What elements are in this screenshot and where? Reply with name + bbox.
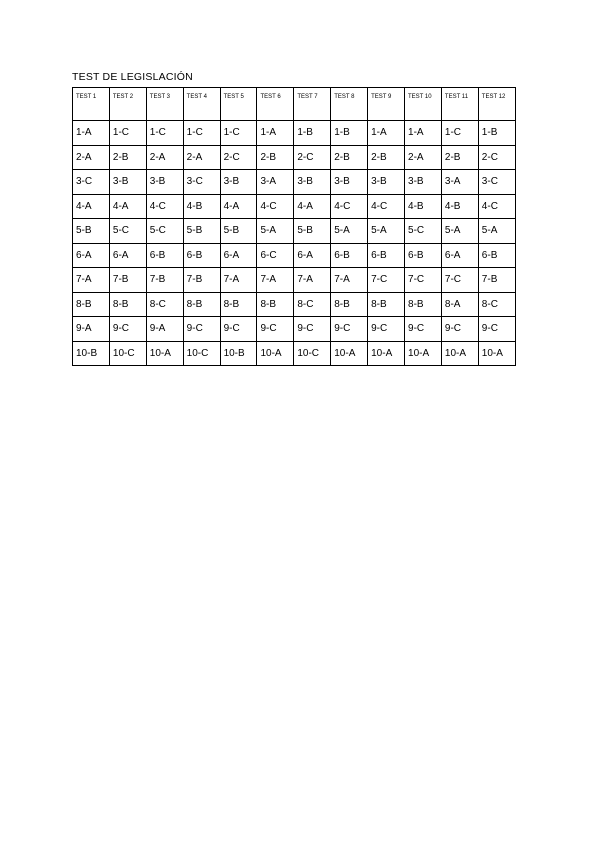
table-row (73, 170, 516, 195)
answer-cell: 6-C (257, 243, 294, 268)
answer-cell: 5-A (368, 219, 405, 244)
answer-cell: 6-A (220, 243, 257, 268)
answer-cell: 10-C (109, 341, 146, 366)
answer-cell: 9-C (257, 317, 294, 342)
answer-cell: 9-C (294, 317, 331, 342)
answer-cell: 3-B (368, 170, 405, 195)
answer-cell: 8-B (331, 292, 368, 317)
answer-cell: 3-B (331, 170, 368, 195)
answer-cell: 4-A (109, 194, 146, 219)
answer-cell: 6-A (73, 243, 110, 268)
answer-cell: 1-C (109, 121, 146, 146)
answer-cell: 1-C (441, 121, 478, 146)
answer-cell: 6-B (405, 243, 442, 268)
answer-cell: 6-B (183, 243, 220, 268)
answer-cell: 1-A (368, 121, 405, 146)
answer-cell: 7-A (220, 268, 257, 293)
answer-cell: 7-B (478, 268, 515, 293)
column-header: TEST 3 (146, 88, 183, 121)
answer-cell: 6-A (441, 243, 478, 268)
answer-cell: 2-B (331, 145, 368, 170)
column-header: TEST 4 (183, 88, 220, 121)
answer-cell: 9-C (331, 317, 368, 342)
answer-cell: 10-A (478, 341, 515, 366)
table-row (73, 317, 516, 342)
answer-cell: 9-A (73, 317, 110, 342)
answer-cell: 1-A (73, 121, 110, 146)
answer-cell: 4-B (405, 194, 442, 219)
answer-cell: 7-A (73, 268, 110, 293)
answer-cell: 4-B (441, 194, 478, 219)
column-header: TEST 6 (257, 88, 294, 121)
answer-cell: 7-C (405, 268, 442, 293)
answer-cell: 1-A (257, 121, 294, 146)
answer-cell: 3-A (441, 170, 478, 195)
answer-cell: 10-A (146, 341, 183, 366)
answer-cell: 6-B (331, 243, 368, 268)
table-row (73, 341, 516, 366)
answer-cell: 4-C (146, 194, 183, 219)
table-row (73, 145, 516, 170)
answer-cell: 4-C (478, 194, 515, 219)
column-header: TEST 2 (109, 88, 146, 121)
table-row (73, 268, 516, 293)
answer-cell: 5-A (478, 219, 515, 244)
answer-cell: 2-C (478, 145, 515, 170)
answer-cell: 5-A (441, 219, 478, 244)
answer-cell: 2-A (405, 145, 442, 170)
answer-cell: 4-C (368, 194, 405, 219)
answer-cell: 6-A (294, 243, 331, 268)
answer-cell: 5-A (331, 219, 368, 244)
answer-cell: 9-C (368, 317, 405, 342)
answer-cell: 3-C (183, 170, 220, 195)
answer-cell: 5-C (109, 219, 146, 244)
column-header: TEST 9 (368, 88, 405, 121)
answer-cell: 5-B (183, 219, 220, 244)
answer-cell: 10-A (441, 341, 478, 366)
column-header: TEST 8 (331, 88, 368, 121)
answer-cell: 10-A (257, 341, 294, 366)
answer-cell: 3-B (220, 170, 257, 195)
answer-cell: 3-B (109, 170, 146, 195)
answer-cell: 2-C (220, 145, 257, 170)
column-header: TEST 1 (73, 88, 110, 121)
answer-cell: 8-B (109, 292, 146, 317)
answer-cell: 3-C (73, 170, 110, 195)
answer-cell: 7-C (368, 268, 405, 293)
table-row (73, 194, 516, 219)
answer-cell: 9-C (109, 317, 146, 342)
answer-cell: 4-A (294, 194, 331, 219)
answer-cell: 6-B (478, 243, 515, 268)
answer-cell: 5-B (73, 219, 110, 244)
answer-cell: 3-C (478, 170, 515, 195)
answer-cell: 2-A (183, 145, 220, 170)
answer-cell: 8-C (294, 292, 331, 317)
answer-cell: 9-C (441, 317, 478, 342)
answer-cell: 5-B (294, 219, 331, 244)
answer-cell: 2-B (109, 145, 146, 170)
answer-cell: 7-C (441, 268, 478, 293)
answer-cell: 3-B (294, 170, 331, 195)
answer-cell: 6-B (368, 243, 405, 268)
answer-cell: 4-C (331, 194, 368, 219)
answer-cell: 4-C (257, 194, 294, 219)
table-row (73, 219, 516, 244)
column-header: TEST 7 (294, 88, 331, 121)
answer-cell: 7-B (183, 268, 220, 293)
column-header: TEST 12 (478, 88, 515, 121)
answer-cell: 10-A (368, 341, 405, 366)
answer-cell: 8-C (478, 292, 515, 317)
answer-cell: 7-B (146, 268, 183, 293)
answer-cell: 4-A (220, 194, 257, 219)
answer-cell: 1-C (146, 121, 183, 146)
answer-cell: 5-C (146, 219, 183, 244)
table-row (73, 243, 516, 268)
answer-cell: 10-A (405, 341, 442, 366)
answer-cell: 10-A (331, 341, 368, 366)
answer-cell: 2-B (368, 145, 405, 170)
answer-cell: 2-B (441, 145, 478, 170)
answer-cell: 1-B (478, 121, 515, 146)
answer-cell: 3-B (146, 170, 183, 195)
answer-cell: 9-C (220, 317, 257, 342)
header-row (73, 88, 516, 121)
answer-cell: 1-B (294, 121, 331, 146)
answer-cell: 2-A (73, 145, 110, 170)
answer-cell: 7-B (109, 268, 146, 293)
answer-cell: 2-B (257, 145, 294, 170)
answer-cell: 9-C (478, 317, 515, 342)
answer-cell: 3-B (405, 170, 442, 195)
answer-cell: 8-B (183, 292, 220, 317)
document-title: TEST DE LEGISLACIÓN (72, 71, 193, 83)
answer-cell: 6-A (109, 243, 146, 268)
table-row (73, 292, 516, 317)
answer-cell: 8-B (73, 292, 110, 317)
answer-cell: 9-A (146, 317, 183, 342)
answer-cell: 7-A (331, 268, 368, 293)
answer-cell: 1-C (183, 121, 220, 146)
answer-cell: 2-A (146, 145, 183, 170)
answer-cell: 8-B (405, 292, 442, 317)
answers-table (72, 87, 516, 366)
answer-cell: 10-B (220, 341, 257, 366)
answer-cell: 1-B (331, 121, 368, 146)
answer-cell: 10-C (294, 341, 331, 366)
answer-cell: 5-A (257, 219, 294, 244)
answer-cell: 7-A (257, 268, 294, 293)
answer-cell: 1-C (220, 121, 257, 146)
column-header: TEST 5 (220, 88, 257, 121)
answer-cell: 9-C (183, 317, 220, 342)
answer-cell: 8-B (220, 292, 257, 317)
answer-cell: 8-B (257, 292, 294, 317)
answer-cell: 8-A (441, 292, 478, 317)
answer-cell: 8-B (368, 292, 405, 317)
answer-cell: 7-A (294, 268, 331, 293)
answer-cell: 5-C (405, 219, 442, 244)
answer-cell: 2-C (294, 145, 331, 170)
answer-cell: 5-B (220, 219, 257, 244)
answer-cell: 10-C (183, 341, 220, 366)
answer-cell: 8-C (146, 292, 183, 317)
answer-cell: 4-B (183, 194, 220, 219)
answer-cell: 6-B (146, 243, 183, 268)
table-row (73, 121, 516, 146)
answer-cell: 9-C (405, 317, 442, 342)
answer-cell: 10-B (73, 341, 110, 366)
column-header: TEST 11 (441, 88, 478, 121)
answer-cell: 4-A (73, 194, 110, 219)
answers-body (73, 121, 516, 366)
answer-cell: 3-A (257, 170, 294, 195)
answer-cell: 1-A (405, 121, 442, 146)
column-header: TEST 10 (405, 88, 442, 121)
